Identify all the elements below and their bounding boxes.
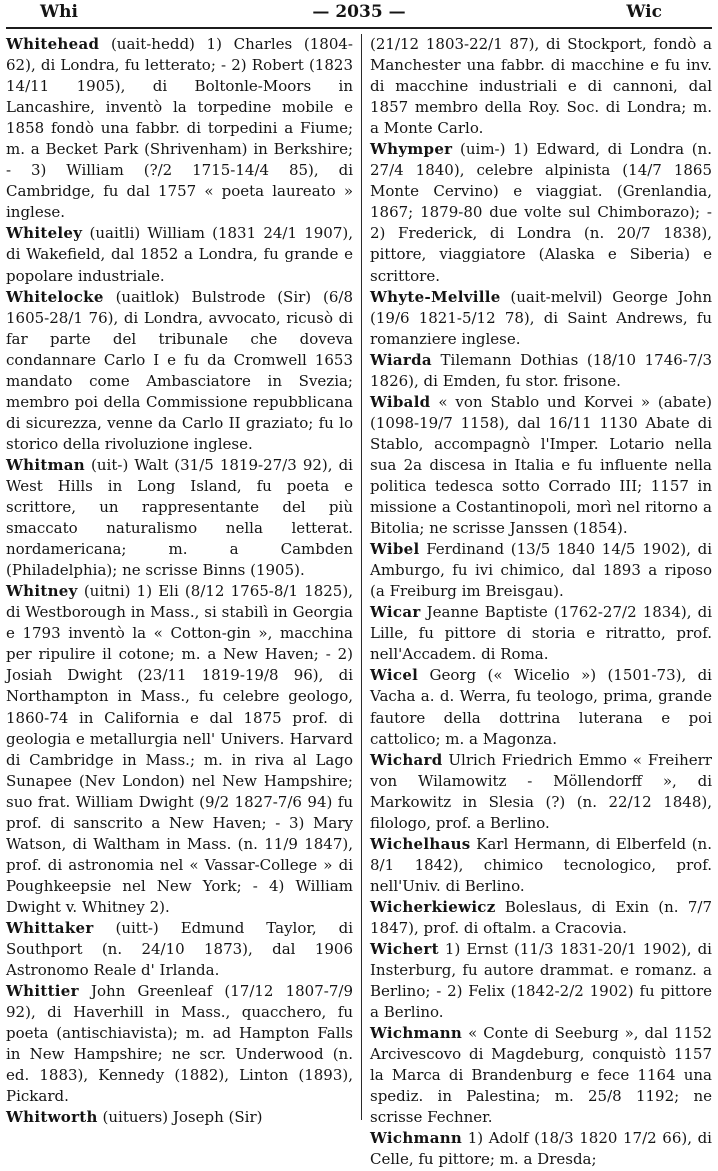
entry-whittaker [6,918,353,981]
entry-text: (uitni) 1) Eli (8/12 1765-8/1 1825), di Westborough in Mass., si stabilì in Georgia e 1793 inventò la « Cotton-gin », macchina per ripulire il cotone; m. a New Haven; - 2) Josiah Dwight (23/11 1819-19/8 96), di Northampton in Mass., fu celebre geologo, 1860-74 in California e dal 1875 prof. di geologia e metallurgia nell' Univers. Harvard di Cambridge in Mass.; m. in riva al Lago Sunapee (Nev London) nel New Hampshire; suo frat. William Dwight (9/2 1827-7/6 94) fu prof. di sanscrito a New Haven; - 3) Mary Watson, di Waltham in Mass. (n. 11/9 1847), prof. di astronomia nel « Vassar-College » di Poughkeepsie nel New York; - 4) William Dwight v. Whitney 2). [6,582,353,916]
headword: Wicar [370,603,421,622]
entry-text: Ferdinand (13/5 1840 14/5 1902), di Amburgo, fu ivi chimico, dal 1893 a riposo (a Freiburg im Breisgau). [370,540,712,601]
headword: Wibel [370,540,420,559]
entry-whittier [6,981,353,1107]
entry-wicel [370,665,712,749]
entry-wicar [370,602,712,665]
headword: Whiteley [6,224,83,243]
headword: Wichmann [370,1129,463,1148]
headword: Wibald [370,392,431,411]
entry-wibel [370,539,712,602]
headword: Wicel [370,666,419,685]
entry-text: (uit-) Walt (31/5 1819-27/3 92), di West Hills in Long Island, fu poeta e scrittore, un rappresentante del più smaccato naturalismo nella letterat. nordamericana; m. a Cambden (Philadelphia); ne scrisse Binns (1905). [6,455,353,580]
headword: Wichelhaus [370,834,471,853]
entry-whiteley [6,223,353,286]
headword: Whymper [370,140,453,159]
page-header [0,0,718,30]
entry-text: Georg (« Wicelio ») (1501-73), di Vacha a. d. Werra, fu teologo, prima, grande fautore della dottrina luterana e poi cattolico; m. a Magonza. [370,666,712,748]
entry-text: (uaitlok) Bulstrode (Sir) (6/8 1605-28/1 76), di Londra, avvocato, ricusò di far parte del tribunale che doveva condannare Carlo I e fu da Cromwell 1653 mandato come Ambasciatore in Svezia; membro poi della Commissione repubblicana di sicurezza, venne da Carlo II graziato; fu lo storico della rivoluzione inglese. [6,287,353,453]
headword: Whitworth [6,1108,98,1127]
entry-wicherkiewicz [370,897,712,939]
header-right-guide-word: Wic [626,2,662,22]
entry-whitworth [6,1107,353,1128]
entry-text: Boleslaus, di Exin (n. 7/7 1847), prof. di oftalm. a Cracovia. [370,897,712,937]
page-number: — 2035 — [312,2,406,22]
entry-text: (21/12 1803-22/1 87), di Stockport, fondò a Manchester una fabbr. di macchine e fu inv. di macchine industriali e di cannoni, dal 1857 membro della Roy. Soc. di Londra; m. a Monte Carlo. [370,35,712,138]
header-left-guide-word: Whi [40,2,78,22]
entry-wichmann-2 [370,1128,712,1170]
entry-wichert [370,939,712,1023]
headword: Whitney [6,582,78,601]
headword: Wichert [370,940,439,959]
entry-wiarda [370,350,712,392]
headword: Whittaker [6,918,94,937]
column-divider [361,34,362,1120]
entry-text: (uim-) 1) Edward, di Londra (n. 27/4 1840), celebre alpinista (14/7 1865 Monte Cervino) e viaggiat. (Grenlandia, 1867; 1879-80 due volte sul Chimborazo); - 2) Frederick, di Londra (n. 20/7 1838), pittore, viaggiatore (Alaska e Siberia) e scrittore. [370,140,712,285]
entry-text: 1) Ernst (11/3 1831-20/1 1902), di Insterburg, fu autore drammat. e romanz. a Berlino; - 2) Felix (1842-2/2 1902) fu pittore a Berlino. [370,940,712,1022]
header-rule [6,27,712,29]
entry-text: (uaitli) William (1831 24/1 1907), di Wakefield, dal 1852 a Londra, fu grande e popolare industriale. [6,224,353,285]
entry-whitworth-continued [370,34,712,139]
headword: Wiarda [370,350,432,369]
entry-whitehead [6,34,353,223]
headword: Whitman [6,455,85,474]
entry-text: Ulrich Friedrich Emmo « Freiherr von Wilamowitz - Möllendorff », di Markowitz in Slesia (?) (n. 22/12 1848), filologo, prof. a Berlino. [370,750,712,832]
headword: Whyte-Melville [370,287,501,306]
entry-whitelocke [6,287,353,455]
headword: Wichard [370,750,443,769]
entry-wichard [370,750,712,834]
left-column [6,34,353,1127]
entry-text: (uitt-) Edmund Taylor, di Southport (n. 24/10 1873), dal 1906 Astronomo Reale d' Irlanda. [6,918,353,980]
headword: Whitehead [6,35,100,53]
entry-wichmann-1 [370,1023,712,1128]
entry-text: (uituers) Joseph (Sir) [102,1108,263,1127]
headword: Wichmann [370,1024,463,1043]
headword: Wicherkiewicz [370,897,496,916]
entry-text: Tilemann Dothias (18/10 1746-7/3 1826), di Emden, fu stor. frisone. [370,350,712,390]
entry-text: John Greenleaf (17/12 1807-7/9 92), di Haverhill in Mass., quacchero, fu poeta (antischiavista); m. ad Hampton Falls in New Hampshire; ne scr. Underwood (n. ed. 1883), Kennedy (1882), Linton (1893), Pickard. [6,982,353,1106]
entry-text: (uait-hedd) 1) Charles (1804-62), di Londra, fu letterato; - 2) Robert (1823 14/11 1905), di Boltonle-Moors in Lancashire, inventò la torpedine mobile e 1858 fondò una fabbr. di torpedini a Fiume; m. a Becket Park (Shrivenham) in Berkshire; - 3) William (?/2 1715-14/4 85), di Cambridge, fu dal 1757 « poeta laureato » inglese. [6,35,353,222]
entry-wichelhaus [370,834,712,897]
entry-text: (uait-melvil) George John (19/6 1821-5/12 78), di Saint Andrews, fu romanziere inglese. [370,287,712,348]
entry-text: Jeanne Baptiste (1762-27/2 1834), di Lille, fu pittore di storia e ritratto, prof. nell'Accadem. di Roma. [370,603,712,664]
entry-text: Karl Hermann, di Elberfeld (n. 8/1 1842), chimico tecnologico, prof. nell'Univ. di Berlino. [370,834,712,895]
entry-whitney [6,581,353,918]
entry-text: « Conte di Seeburg », dal 1152 Arcivescovo di Magdeburg, conquistò 1157 la Marca di Brandenburg e fece 1164 una spediz. in Palestina; m. 25/8 1192; ne scrisse Fechner. [370,1024,712,1127]
entry-whitman [6,455,353,581]
entry-text: « von Stablo und Korvei » (abate) (1098-19/7 1158), dal 16/11 1130 Abate di Stablo, accompagnò l'Imper. Lotario nella sua 2a discesa in Italia e fu influente nella politica tedesca sotto Corrado III; 1157 in missione a Costantinopoli, morì nel ritorno a Bitolia; ne scrisse Janssen (1854). [370,392,712,538]
entry-whymper [370,139,712,286]
headword: Whitelocke [6,287,104,306]
entry-wibald [370,392,712,539]
right-column [370,34,712,1169]
entry-whyte-melville [370,287,712,350]
entry-text: 1) Adolf (18/3 1820 17/2 66), di Celle, fu pittore; m. a Dresda; [370,1129,712,1169]
headword: Whittier [6,982,79,1001]
